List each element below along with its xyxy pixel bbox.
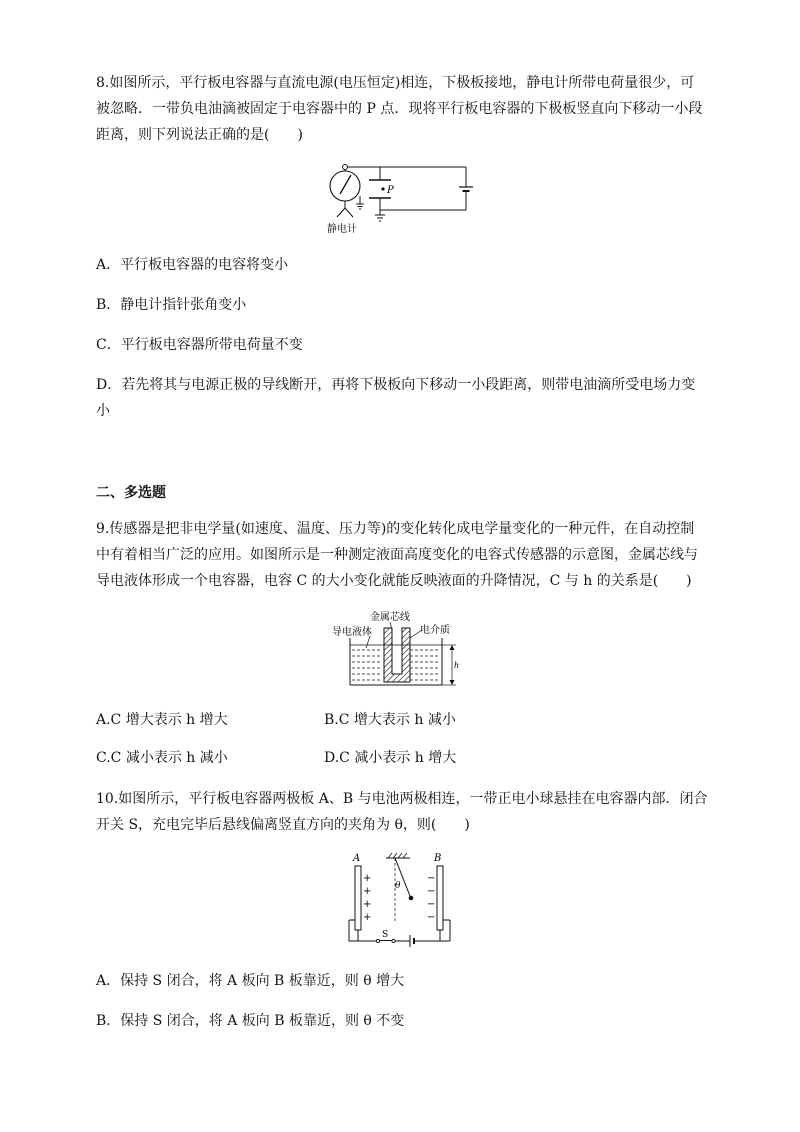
conductive-liquid-label: 导电液体 [332,627,372,638]
dielectric-label: 电介质 [420,625,450,636]
q10-figure [340,850,460,950]
svg-text:+: + [363,873,372,884]
q8-option-b: B．静电计指针张角变小 [96,297,247,313]
electroscope-top-terminal [343,165,348,170]
q8-option-d: D．若先将其与电源正极的导线断开，再将下极板向下移动一小段距离，则带电油滴所受电场力变小 [96,377,696,419]
plate-b-label: B [434,853,442,864]
svg-text:+: + [363,886,372,897]
q9-option-d: D.C 减小表示 h 增大 [324,750,457,766]
svg-text:−: − [427,873,436,884]
q8-option-c: C．平行板电容器所带电荷量不变 [96,337,303,353]
q9-figure [330,608,470,690]
metal-core-label: 金属芯线 [370,612,410,623]
q9-option-c: C.C 减小表示 h 减小 [96,750,228,766]
charged-ball [409,896,414,901]
oil-drop-point [381,187,384,190]
point-p-label: P [387,185,394,196]
q9-stem: 9.传感器是把非电学量(如速度、温度、压力等)的变化转化成电学量变化的一种元件，在自动控制中有着相当广泛的应用。如图所示是一种测定液面高度变化的电容式传感器的示意图，金属芯线与导电液体形成一个电容器，电容 C 的大小变化就能反映液面的升降情况，C 与 h 的关系是( ) [96,521,698,589]
section-title: 二、多选题 [96,485,166,501]
svg-text:−: − [427,912,436,923]
switch-contact-right [392,939,395,942]
plus-charges [363,873,371,923]
q10-option-b: B．保持 S 闭合，将 A 板向 B 板靠近，则 θ 不变 [96,1013,405,1029]
theta-label: θ [395,881,401,891]
switch-contact-left [376,939,379,942]
plate-b [437,866,443,930]
h-label: h [454,661,460,670]
q8-figure [320,160,480,236]
svg-text:−: − [427,886,436,897]
q8-stem: 8.如图所示，平行板电容器与直流电源(电压恒定)相连，下极板接地，静电计所带电荷量很少，可被忽略．一带负电油滴被固定于电容器中的 P 点．现将平行板电容器的下极板竖直向下移动一小段距离，则下列说法正确的是( ) [96,75,703,143]
q8-option-a: A．平行板电容器的电容将变小 [96,257,289,273]
plate-a [355,866,361,930]
q9-option-a: A.C 增大表示 h 增大 [96,712,228,728]
svg-text:+: + [363,912,372,923]
electroscope-label: 静电计 [327,224,357,235]
switch-s-label: S [382,930,389,940]
svg-text:+: + [363,899,372,910]
minus-charges [427,873,435,923]
plate-a-label: A [353,853,361,864]
svg-text:−: − [427,899,436,910]
electroscope-needle [340,175,351,194]
q9-option-b: B.C 增大表示 h 减小 [324,712,456,728]
q10-stem: 10.如图所示，平行板电容器两极板 A、B 与电池两极相连，一带正电小球悬挂在电容器内部．闭合开关 S，充电完毕后悬线偏离竖直方向的夹角为 θ，则( ) [96,791,708,833]
q10-option-a: A．保持 S 闭合，将 A 板向 B 板靠近，则 θ 增大 [96,973,405,989]
metal-core-u [384,628,410,682]
